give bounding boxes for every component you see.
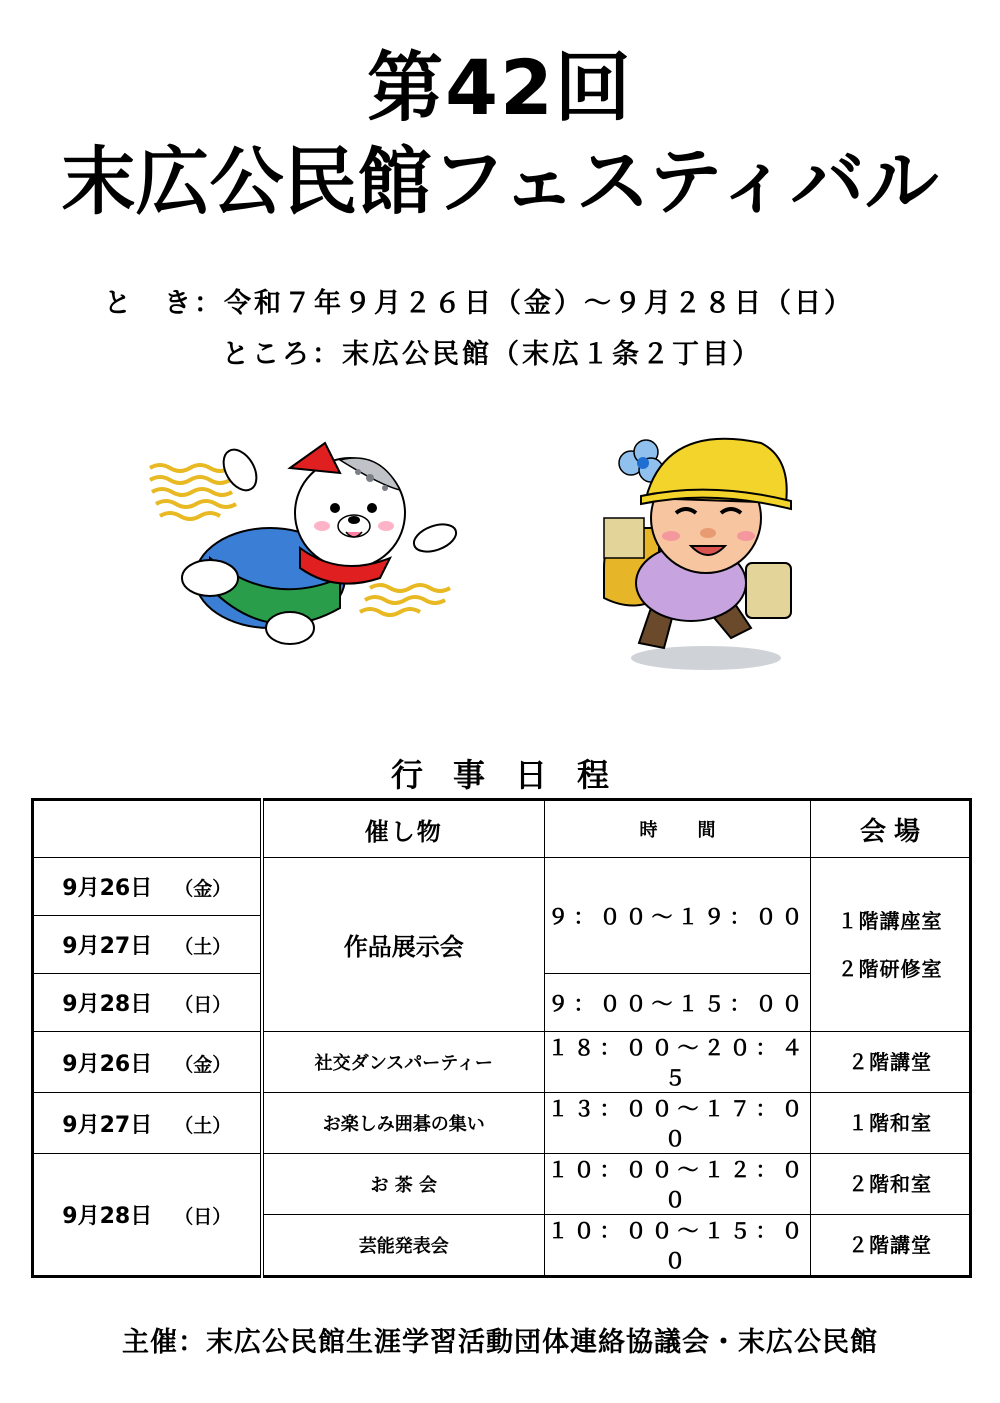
time-range: １８：００～２０：４５ xyxy=(545,1032,811,1093)
event-name: お 茶 会 xyxy=(262,1154,545,1215)
miner-mascot-illustration xyxy=(596,418,816,680)
schedule-table xyxy=(31,798,972,1278)
title-line-2: 末広公民館フェスティバル xyxy=(61,139,939,225)
seal-mascot-illustration xyxy=(140,428,470,658)
date-cell xyxy=(33,974,262,1032)
table-row xyxy=(33,1032,971,1093)
day-of-week: （金） xyxy=(174,1053,232,1076)
day-of-week: （日） xyxy=(174,994,232,1016)
time-range: １３：００～１７：００ xyxy=(545,1093,811,1154)
date-cell xyxy=(33,1093,262,1154)
event-dates: と き：令和７年９月２６日（金）～９月２８日（日） xyxy=(104,288,854,319)
time-exhibition-2: ９：００～１５：００ xyxy=(545,974,811,1032)
date-cell xyxy=(33,1154,262,1277)
date: 9月27日 xyxy=(62,934,153,959)
venue: ２階和室 xyxy=(811,1154,971,1215)
date: 9月27日 xyxy=(62,1112,153,1138)
date: 9月28日 xyxy=(62,992,153,1017)
time-range: １０：００～１５：００ xyxy=(545,1215,811,1277)
date: 9月26日 xyxy=(62,876,153,901)
event-name: 芸能発表会 xyxy=(262,1215,545,1277)
table-row xyxy=(33,1154,971,1215)
date-cell xyxy=(33,1032,262,1093)
title-line-1: 第42回 xyxy=(367,43,633,132)
date: 9月28日 xyxy=(62,1204,153,1229)
organizer: 主催：末広公民館生涯学習活動団体連絡協議会・末広公民館 xyxy=(122,1327,878,1358)
header-time: 時間 xyxy=(545,800,811,858)
event-name: お楽しみ囲碁の集い xyxy=(262,1093,545,1154)
day-of-week: （土） xyxy=(174,1114,232,1137)
header-event: 催し物 xyxy=(262,800,545,858)
event-name: 社交ダンスパーティー xyxy=(262,1032,545,1093)
time-range: １０：００～１２：００ xyxy=(545,1154,811,1215)
event-location: ところ：末広公民館（末広１条２丁目） xyxy=(222,339,762,370)
day-of-week: （日） xyxy=(174,1206,232,1228)
venue: ２階講堂 xyxy=(811,1032,971,1093)
venue-line-2: ２階研修室 xyxy=(837,956,943,981)
day-of-week: （金） xyxy=(174,878,232,900)
venue: ２階講堂 xyxy=(811,1215,971,1277)
venue: １階和室 xyxy=(811,1093,971,1154)
venue-line-1: １階講座室 xyxy=(837,908,943,933)
header-venue: 会場 xyxy=(811,800,971,858)
day-of-week: （土） xyxy=(174,936,232,958)
table-row xyxy=(33,1093,971,1154)
table-row xyxy=(33,858,971,916)
schedule-heading: 行事日程 xyxy=(390,756,639,794)
table-header-row xyxy=(33,800,971,858)
date-cell xyxy=(33,858,262,916)
date: 9月26日 xyxy=(62,1051,153,1077)
venue-exhibition xyxy=(811,858,971,1032)
event-exhibition: 作品展示会 xyxy=(262,858,545,1032)
header-empty-cell xyxy=(33,800,262,858)
date-cell xyxy=(33,916,262,974)
time-exhibition-1: ９：００～１９：００ xyxy=(545,858,811,974)
